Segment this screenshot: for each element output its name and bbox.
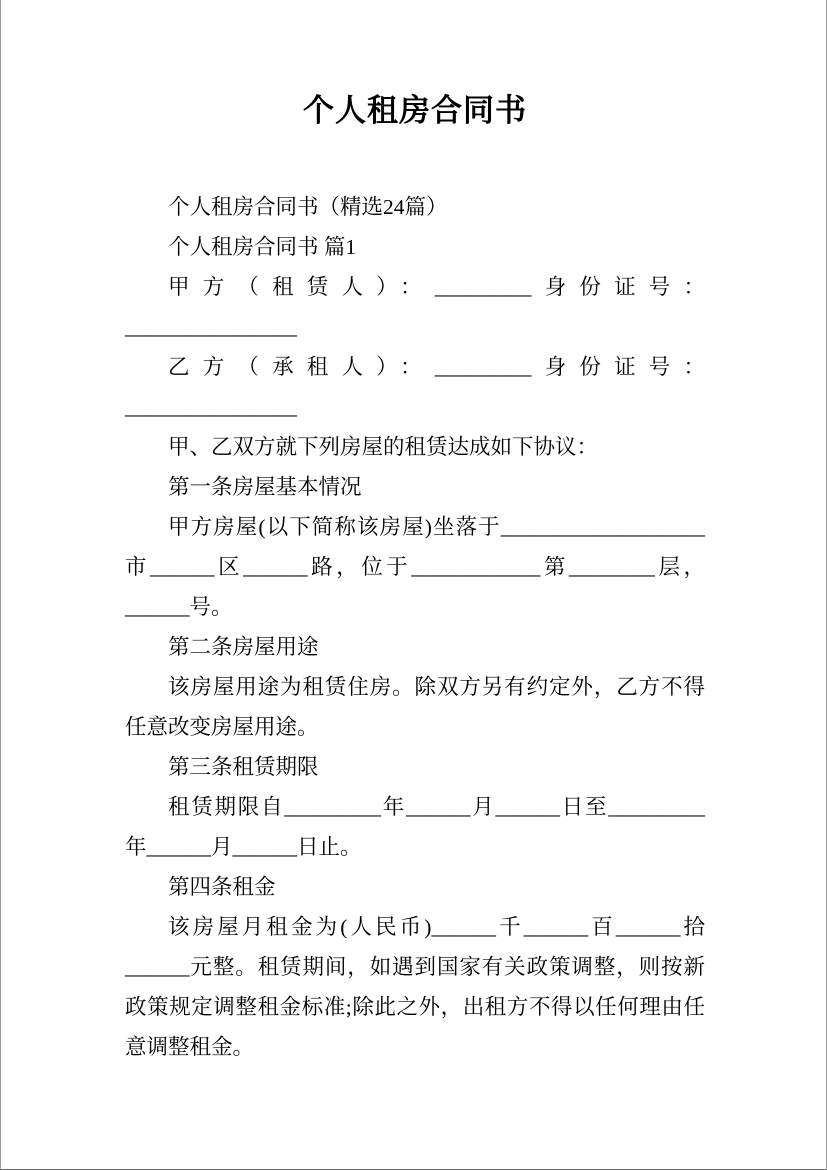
- paragraph-clause2-heading: 第二条房屋用途: [168, 634, 319, 659]
- paragraph-part-label: 个人租房合同书 篇1: [168, 234, 357, 259]
- document-title: 个人租房合同书: [303, 93, 527, 128]
- paragraph-clause1-body: 甲方房屋(以下简称该房屋)坐落于___________________市______区______路，位于____________第________层，______号。: [125, 514, 705, 619]
- paragraph-clause1-heading: 第一条房屋基本情况: [168, 474, 362, 499]
- paragraph-clause3-body: 租赁期限自_________年______月______日至_________年______月______日止。: [125, 794, 705, 859]
- paragraph-clause4-body: 该房屋月租金为(人民币)______千______百______拾______元整。租赁期间，如遇到国家有关政策调整，则按新政策规定调整租金标准;除此之外，出租方不得以任何理由任意调整租金。: [125, 914, 705, 1059]
- paragraph-party-b: 乙方（承租人）：_________身份证号：________________: [125, 354, 705, 419]
- paragraph-agreement-lead: 甲、乙双方就下列房屋的租赁达成如下协议：: [168, 434, 599, 459]
- paragraph-clause3-heading: 第三条租赁期限: [168, 754, 319, 779]
- paragraph-intro: 个人租房合同书（精选24篇）: [168, 194, 448, 219]
- document-body: [125, 187, 705, 1067]
- paragraph-clause2-body: 该房屋用途为租赁住房。除双方另有约定外，乙方不得任意改变房屋用途。: [125, 674, 705, 739]
- paragraph-party-a: 甲方（租赁人）：_________身份证号：________________: [125, 274, 705, 339]
- paragraph-clause4-heading: 第四条租金: [168, 874, 276, 899]
